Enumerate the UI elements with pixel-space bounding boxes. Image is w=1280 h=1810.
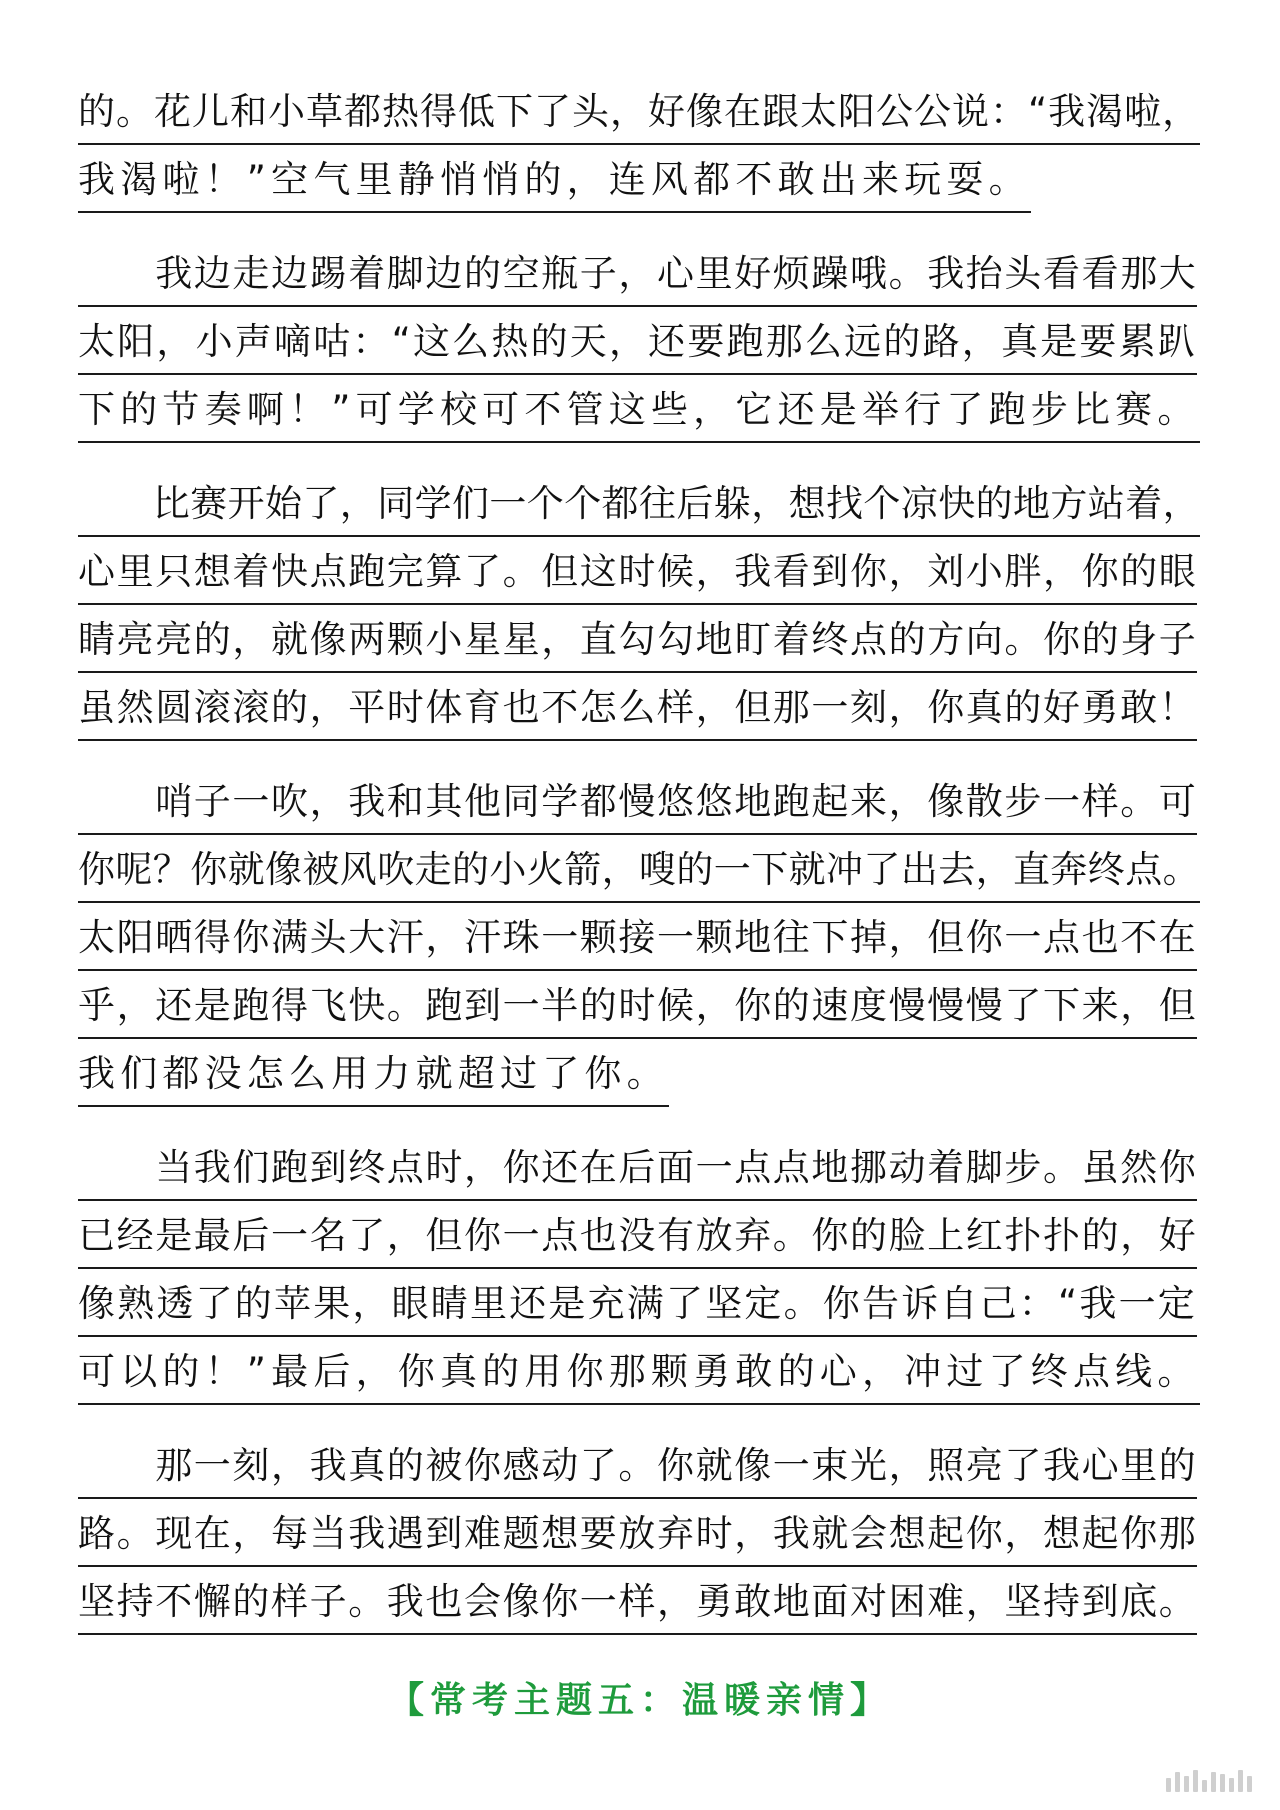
line-text: 虽然圆滚滚的，平时体育也不怎么样，但那一刻，你真的好勇敢！ (78, 677, 1197, 741)
line-text: 乎，还是跑得飞快。跑到一半的时候，你的速度慢慢慢了下来，但 (78, 975, 1197, 1039)
text-line (78, 308, 1204, 376)
line-text: 心里只想着快点跑完算了。但这时候，我看到你，刘小胖，你的眼 (78, 541, 1197, 605)
line-text: 哨子一吹，我和其他同学都慢悠悠地跑起来，像散步一样。可 (78, 771, 1197, 835)
line-text: 太阳晒得你满头大汗，汗珠一颗接一颗地往下掉，但你一点也不在 (78, 907, 1197, 971)
line-text: 当我们跑到终点时，你还在后面一点点地挪动着脚步。虽然你 (78, 1137, 1197, 1201)
text-line (78, 1040, 1204, 1108)
line-text: 我渴啦！”空气里静悄悄的，连风都不敢出来玩耍。 (78, 149, 1031, 213)
section-heading: 【常考主题五：温暖亲情】 (387, 1680, 892, 1721)
line-text: 我们都没怎么用力就超过了你。 (78, 1043, 669, 1107)
text-line (78, 972, 1204, 1040)
text-line (78, 1202, 1204, 1270)
line-text: 可以的！”最后，你真的用你那颗勇敢的心，冲过了终点线。 (78, 1341, 1200, 1405)
text-line (78, 606, 1204, 674)
watermark-logo (1166, 1770, 1252, 1792)
text-line (78, 1338, 1204, 1406)
line-text: 那一刻，我真的被你感动了。你就像一束光，照亮了我心里的 (78, 1435, 1197, 1499)
text-line (78, 836, 1204, 904)
text-line (78, 1568, 1204, 1636)
text-line (78, 768, 1204, 836)
paragraph (78, 1134, 1204, 1406)
paragraph (78, 240, 1204, 444)
text-line (78, 1500, 1204, 1568)
paragraph (78, 470, 1204, 742)
paragraph (78, 78, 1204, 214)
text-line (78, 674, 1204, 742)
paragraph (78, 1432, 1204, 1636)
text-line (78, 1270, 1204, 1338)
line-text: 下的节奏啊！”可学校可不管这些，它还是举行了跑步比赛。 (78, 379, 1200, 443)
line-text: 我边走边踢着脚边的空瓶子，心里好烦躁哦。我抬头看看那大 (78, 243, 1197, 307)
line-text: 坚持不懈的样子。我也会像你一样，勇敢地面对困难，坚持到底。 (78, 1571, 1197, 1635)
text-line (78, 376, 1204, 444)
text-line (78, 1432, 1204, 1500)
line-text: 路。现在，每当我遇到难题想要放弃时，我就会想起你，想起你那 (78, 1503, 1197, 1567)
text-line (78, 904, 1204, 972)
text-line (78, 1134, 1204, 1202)
text-line (78, 78, 1204, 146)
text-line (78, 146, 1204, 214)
line-text: 已经是最后一名了，但你一点也没有放弃。你的脸上红扑扑的，好 (78, 1205, 1197, 1269)
line-text: 像熟透了的苹果，眼睛里还是充满了坚定。你告诉自己：“我一定 (78, 1273, 1197, 1337)
text-line (78, 538, 1204, 606)
line-text: 太阳，小声嘀咕：“这么热的天，还要跑那么远的路，真是要累趴 (78, 311, 1197, 375)
text-line (78, 240, 1204, 308)
paragraph (78, 768, 1204, 1108)
line-text: 的。花儿和小草都热得低下了头，好像在跟太阳公公说：“我渴啦， (78, 81, 1200, 145)
text-line (78, 470, 1204, 538)
line-text: 你呢？你就像被风吹走的小火箭，嗖的一下就冲了出去，直奔终点。 (78, 839, 1200, 903)
essay-body (78, 78, 1204, 1662)
line-text: 睛亮亮的，就像两颗小星星，直勾勾地盯着终点的方向。你的身子 (78, 609, 1197, 673)
line-text: 比赛开始了，同学们一个个都往后躲，想找个凉快的地方站着， (78, 473, 1200, 537)
